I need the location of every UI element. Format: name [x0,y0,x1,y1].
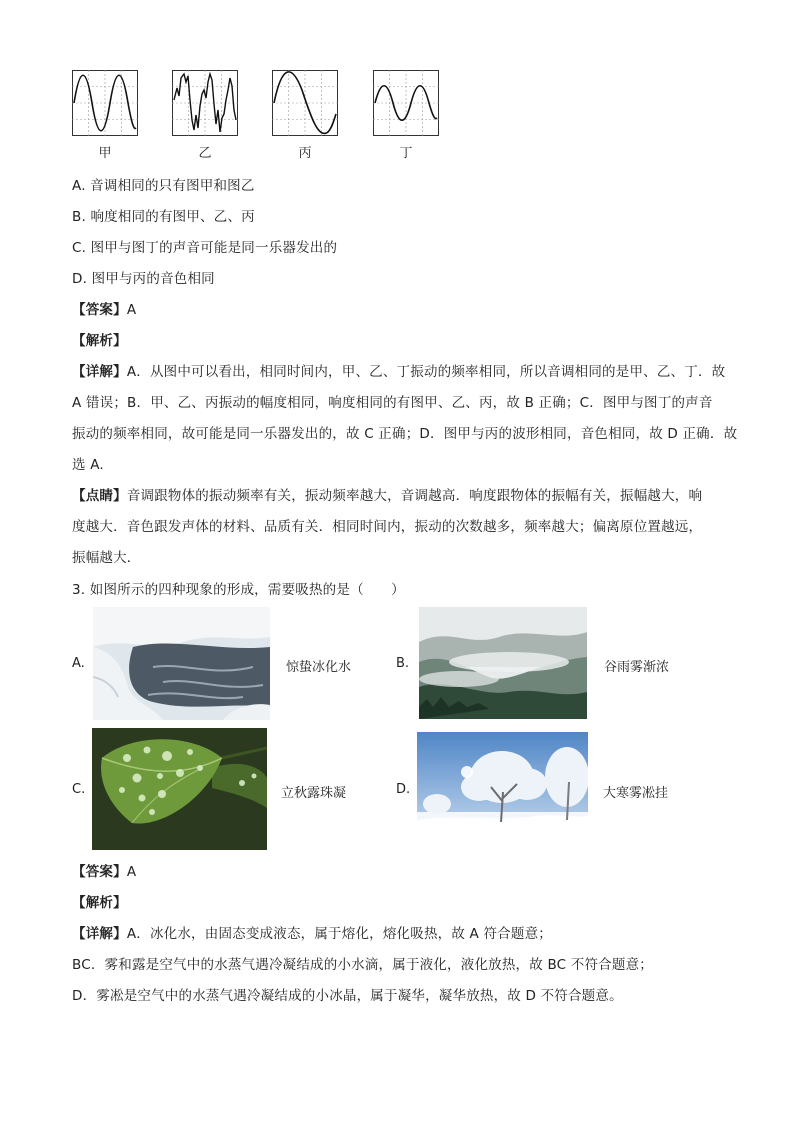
q3-answer [72,860,136,880]
waveform-bing [272,70,338,136]
waveform-jia [72,70,138,136]
detail-text: A．冰化水，由固态变成液态，属于熔化，熔化吸热，故 A 符合题意； [126,926,552,942]
answer-tag: 【答案】 [72,864,127,880]
foggy-mountains-photo [419,607,587,719]
q2-tip-line-2: 度越大．音色跟发声体的材料、品质有关．相同时间内，振动的次数越多，频率越大；偏离原位置越远， [72,519,703,535]
answer-value: A [126,302,137,318]
waveform-label-jia: 甲 [98,146,112,161]
detail-tag: 【详解】 [72,364,127,380]
waveform-yi [172,70,238,136]
waveform-label-yi: 乙 [198,146,212,161]
q3-detail-line-3: D．雾凇是空气中的水蒸气遇冷凝结成的小冰晶，属于凝华，凝华放热，故 D 不符合题意。 [72,988,623,1004]
answer-tag: 【答案】 [72,302,127,318]
detail-text: A．从图中可以看出，相同时间内，甲、乙、丁振动的频率相同，所以音调相同的是甲、乙、丁．故 [126,364,726,380]
q2-option-c: C. 图甲与图丁的声音可能是同一乐器发出的 [72,240,338,256]
q3-analysis-tag: 【解析】 [72,895,127,911]
q2-option-d: D. 图甲与丙的音色相同 [72,271,215,287]
waveform-ding [373,70,439,136]
q3-option-a-caption: 惊蛰冰化水 [286,660,352,675]
q3-detail-line-2: BC．雾和露是空气中的水蒸气遇冷凝结成的小水滴，属于液化，液化放热，故 BC 不符合题意； [72,957,653,973]
detail-tag: 【详解】 [72,926,127,942]
answer-value: A [126,864,137,880]
q2-detail-line-3: 振动的频率相同，故可能是同一乐器发出的，故 C 正确；D．图甲与丙的波形相同，音色相同，故 D 正确．故 [72,426,738,442]
q3-option-d-letter: D. [396,782,411,797]
q2-tip-line-1 [72,484,702,504]
q2-detail-line-1 [72,360,725,380]
q2-answer [72,298,136,318]
q3-option-b-caption: 谷雨雾渐浓 [604,660,670,675]
dew-on-leaf-photo [92,728,267,850]
q3-option-a-letter: A. [72,656,85,671]
q3-option-d-caption: 大寒雾凇挂 [603,786,669,801]
waveform-label-ding: 丁 [399,146,413,161]
q3-question: 3. 如图所示的四种现象的形成，需要吸热的是（ ） [72,582,405,598]
q2-analysis-tag: 【解析】 [72,333,127,349]
q2-detail-line-4: 选 A. [72,457,104,473]
rime-trees-photo [417,732,588,845]
q2-option-a: A. 音调相同的只有图甲和图乙 [72,178,255,194]
melting-ice-stream-photo [93,607,270,720]
q3-option-c-letter: C. [72,782,86,797]
q3-detail-line-1 [72,922,552,942]
q3-option-b-letter: B. [396,656,410,671]
tip-text: 音调跟物体的振动频率有关，振动频率越大，音调越高．响度跟物体的振幅有关，振幅越大，响 [126,488,703,504]
q3-option-c-caption: 立秋露珠凝 [281,786,347,801]
q2-detail-line-2: A 错误；B．甲、乙、丙振动的幅度相同，响度相同的有图甲、乙、丙，故 B 正确；C．图甲与图丁的声音 [72,395,713,411]
waveform-label-bing: 丙 [298,146,312,161]
q2-tip-line-3: 振幅越大． [72,550,141,566]
q2-option-b: B. 响度相同的有图甲、乙、丙 [72,209,255,225]
tip-tag: 【点睛】 [72,488,127,504]
